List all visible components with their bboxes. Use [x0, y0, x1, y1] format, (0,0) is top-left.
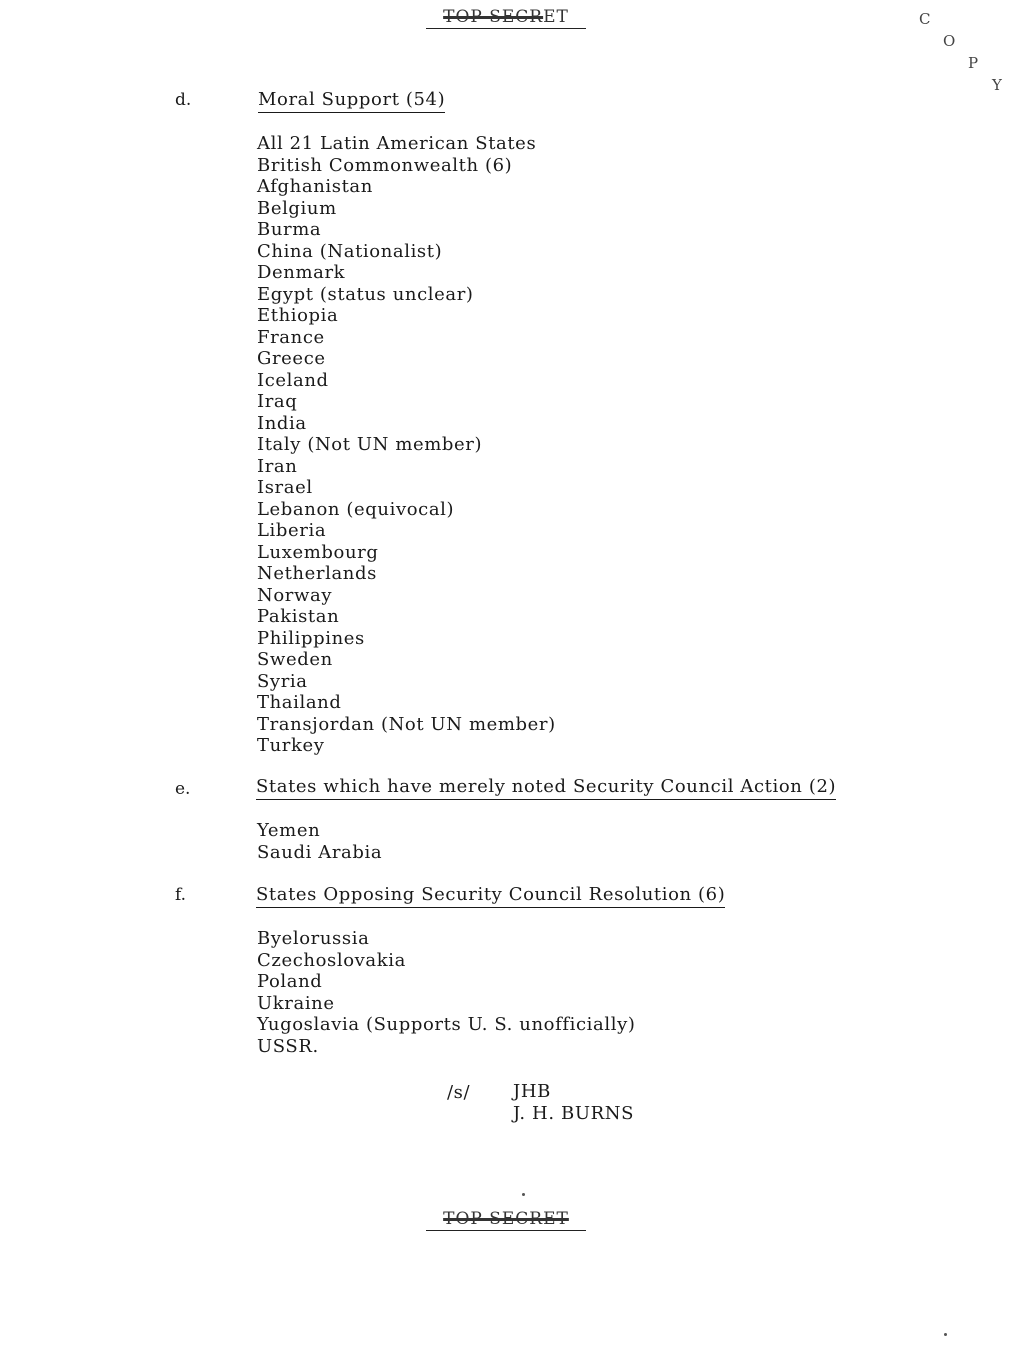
list-item: All 21 Latin American States: [257, 133, 537, 154]
list-item: Poland: [257, 971, 323, 992]
section-e-letter: e.: [175, 779, 191, 799]
list-item: Ukraine: [257, 992, 335, 1014]
section-d-letter: d.: [175, 90, 192, 110]
signature-initials: JHB: [513, 1081, 551, 1102]
section-f-list: [257, 928, 635, 1057]
classification-footer: [426, 1209, 586, 1231]
list-item: Egypt (status unclear): [257, 283, 474, 305]
list-item: Luxembourg: [257, 541, 379, 563]
list-item: China (Nationalist): [257, 240, 443, 262]
list-item: Norway: [257, 584, 333, 606]
list-item: Italy (Not UN member): [257, 434, 483, 455]
copy-mark-p: P: [968, 54, 979, 72]
list-item: British Commonwealth (6): [257, 154, 513, 176]
classification-header-tail: ET: [543, 7, 569, 27]
section-d-list: [257, 133, 556, 757]
list-item: Iceland: [257, 369, 329, 391]
copy-mark-o: O: [943, 32, 956, 50]
list-item: Liberia: [257, 520, 327, 541]
list-item: Pakistan: [257, 606, 340, 627]
classification-header-struck: TOP SECR: [443, 7, 544, 27]
list-item: Philippines: [257, 627, 365, 649]
list-item: Denmark: [257, 262, 346, 283]
list-item: India: [257, 412, 307, 434]
classification-footer-struck: TOP SECRET: [443, 1209, 569, 1229]
list-item: Transjordan (Not UN member): [257, 713, 556, 735]
list-item: USSR.: [257, 1035, 319, 1057]
list-item: Byelorussia: [257, 928, 370, 949]
list-item: Yugoslavia (Supports U. S. unofficially): [257, 1014, 636, 1035]
scan-speck: [944, 1333, 947, 1336]
list-item: Iraq: [257, 391, 298, 412]
list-item: Saudi Arabia: [257, 841, 383, 863]
list-item: Burma: [257, 219, 322, 240]
section-e-heading: States which have merely noted Security Council Action (2): [256, 776, 836, 800]
copy-mark-c: C: [919, 10, 931, 28]
section-f-heading: States Opposing Security Council Resolution (6): [256, 884, 725, 908]
list-item: Syria: [257, 670, 308, 692]
list-item: Ethiopia: [257, 305, 339, 326]
copy-mark-y: Y: [992, 76, 1002, 94]
list-item: Czechoslovakia: [257, 949, 406, 971]
section-f-letter: f.: [175, 885, 187, 905]
list-item: Sweden: [257, 649, 333, 670]
scan-speck: [522, 1193, 525, 1196]
classification-header: [426, 7, 586, 29]
list-item: Belgium: [257, 197, 337, 219]
list-item: France: [257, 326, 325, 348]
list-item: Iran: [257, 455, 298, 477]
list-item: Turkey: [257, 735, 325, 756]
signature-prefix: /s/: [447, 1082, 471, 1103]
list-item: Lebanon (equivocal): [257, 498, 455, 520]
list-item: Afghanistan: [257, 176, 373, 197]
list-item: Thailand: [257, 692, 342, 713]
section-e-list: [257, 820, 382, 863]
list-item: Netherlands: [257, 563, 377, 584]
list-item: Israel: [257, 477, 313, 498]
section-d-heading: Moral Support (54): [258, 89, 445, 113]
signature-name: J. H. BURNS: [513, 1103, 635, 1124]
list-item: Greece: [257, 348, 326, 369]
list-item: Yemen: [257, 820, 321, 841]
